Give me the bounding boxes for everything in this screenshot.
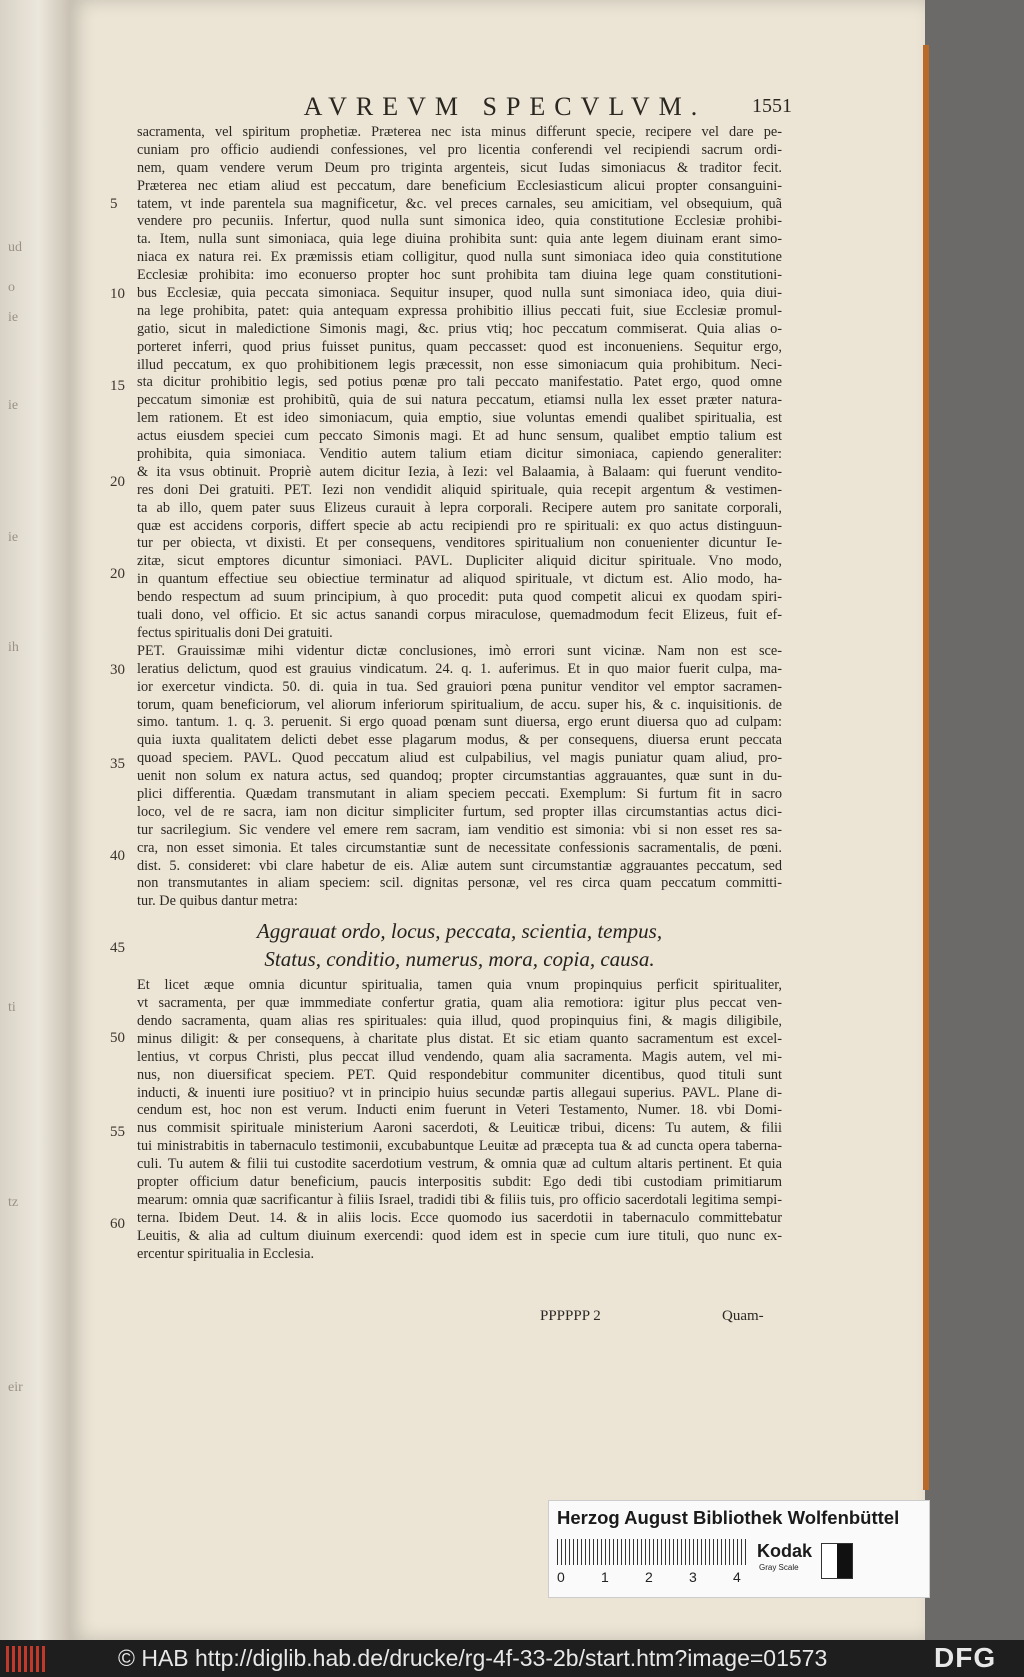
text-line: lem rationem. Et est ideo simoniacum, quia emptio, siue voluntas emendi qualibet spiritualia, est bbox=[137, 410, 782, 427]
fragment-text: ti bbox=[8, 1000, 16, 1015]
text-block-a bbox=[137, 124, 782, 911]
fragment-text: o bbox=[8, 280, 15, 295]
main-text bbox=[137, 124, 782, 1263]
text-line: torum, quam beneficiorum, vel aliorum inferiorum spiritualium, de accu. super his, & c. inquisitionis. de bbox=[137, 696, 782, 713]
line-number: 5 bbox=[110, 196, 118, 212]
text-line: ta. Item, nulla sunt simoniaca, quia lege diuina prohibita sunt: quia ante legem diuinam erant simo- bbox=[137, 231, 782, 248]
text-line: Et licet æque omnia dicuntur spiritualia, tamen quia vnum propinquius perficit spiritualiter, bbox=[137, 977, 782, 994]
text-line: uenit non solum ex natura actus, sed quandoq; propter circumstantias aggrauantes, quæ sunt in du- bbox=[137, 768, 782, 785]
facing-page-edge bbox=[0, 0, 70, 1640]
text-line: porteret inferri, quod prius fuisset punitus, quam peccasset: quod est inconueniens. Sequitur ergo, bbox=[137, 338, 782, 355]
text-line: & ita vsus obtinuit. Propriè autem dicitur Iezia, à Iezi: vel Balaamia, à Balaam: qui fuerunt vendito- bbox=[137, 463, 782, 480]
text-line: prohibita, quia simoniaca. Venditio autem talium etiam dicitur simoniaca, capiendo generaliter: bbox=[137, 446, 782, 463]
line-number: 60 bbox=[110, 1216, 125, 1232]
ruler-scale bbox=[557, 1539, 749, 1565]
text-line: in quantum effectiue seu obiectiue terminatur ad aliquod spirituale, vt dictum est. Alio modo, ha- bbox=[137, 571, 782, 588]
fragment-text: eir bbox=[8, 1380, 23, 1395]
text-line: quoad speciem. PAVL. Quod peccatum aliud est culpabilius, vel magis puniatur quam aliud, pro- bbox=[137, 750, 782, 767]
text-line: tui ministrabitis in tabernaculo testimonii, excubabuntque Leuitæ ad præcepta tua & ad cuncta opera taberna- bbox=[137, 1138, 782, 1155]
text-line: dist. 5. consideret: vbi clare habetur de eis. Aliæ autem sunt circumstantiæ aggrauantes peccatum, sed bbox=[137, 857, 782, 874]
text-line: terna. Ibidem Deut. 14. & in aliis locis. Ecce quomodo ius sacerdotii in tabernaculo committebatur bbox=[137, 1209, 782, 1226]
line-number: 15 bbox=[110, 378, 125, 394]
text-line: minus diligit: & per consequens, à charitate plus distat. Et sic etiam quanto sacramentum est excel- bbox=[137, 1030, 782, 1047]
text-line: ta ab illo, quem pater suus Elizeus curauit à lepra corporali. Recipere autem pro sanitate corporali, bbox=[137, 499, 782, 516]
library-name: Herzog August Bibliothek Wolfenbüttel bbox=[557, 1507, 900, 1528]
text-line: sta dicitur prohibitio legis, sed potius pœnæ pro tali peccato manifestatio. Patet ergo, quod omne bbox=[137, 374, 782, 391]
text-line: simo. tantum. 1. q. 3. peruenit. Si ergo quoad pœnam sunt diuersa, ergo erunt diuersa quo ad culpam: bbox=[137, 714, 782, 731]
text-line: sacramenta, vel spiritum prophetiæ. Præterea nec ista minus differunt specie, recipere vel dare pe- bbox=[137, 124, 782, 140]
dfg-logo: DFG bbox=[934, 1642, 997, 1673]
text-line: dendo sacramenta, quam alias res spirituales: quia illud, quod propinquius fini, & magis diligibile, bbox=[137, 1012, 782, 1029]
ruler-number: 2 bbox=[645, 1569, 653, 1585]
text-line: tur sacrilegium. Sic vendere vel emere rem sacram, iam venditio est simonia: vbi si non esset res sa- bbox=[137, 821, 782, 838]
text-block-b bbox=[137, 977, 782, 1263]
line-number: 40 bbox=[110, 848, 125, 864]
gray-scale-text: Gray Scale bbox=[759, 1563, 799, 1572]
text-line: culi. Tu autem & filii tui custodite sacerdotium vestrum, & omnia quæ ad cultum altaris pertinent. Et quia bbox=[137, 1156, 782, 1173]
text-line: res doni Dei gratuiti. PET. Iezi non vendidit aliquid spirituale, quia recepit argentum & vestimen- bbox=[137, 481, 782, 498]
text-line: niaca ex natura rei. Ex præmissis etiam colligitur, quod nulla sunt simoniaca ideo quia constitutione bbox=[137, 249, 782, 266]
verse-line: Status, conditio, numerus, mora, copia, causa. bbox=[264, 947, 655, 972]
text-line: Leuitis, & alia ad cultum diuinum exercendi: quod idem est in specie cum iure tituli, quo nunc ex- bbox=[137, 1227, 782, 1244]
page-edge bbox=[923, 45, 929, 1490]
text-line: actus eiusdem speciei cum peccato Simonis magi. Et ad hunc sensum, qualibet emptio talium est bbox=[137, 428, 782, 445]
ruler-number: 1 bbox=[601, 1569, 609, 1585]
verse-block bbox=[137, 917, 782, 973]
text-line: vendere pro pecuniis. Infertur, quod nulla sunt simonica ideo, quia constitutione Ecclesiæ prohibi- bbox=[137, 213, 782, 230]
page-number: 1551 bbox=[752, 95, 792, 117]
text-line: leratius delictum, quod est grauius vindicatum. 24. q. 1. auferimus. Et in quo maior fuerit culpa, ma- bbox=[137, 660, 782, 677]
text-line: illud peccatum, ex quo prohibitionem legis præcessit, non esse simoniacum quia prohibitum. Neci- bbox=[137, 356, 782, 373]
text-line: zitæ, sicut emptores dicuntur simoniaci. PAVL. Dupliciter aliquid dicitur spirituale. Vno modo, bbox=[137, 553, 782, 570]
text-line: Præterea nec etiam aliud est peccatum, dare beneficium Ecclesiasticum alicui propter consanguini- bbox=[137, 177, 782, 194]
fragment-text: ih bbox=[8, 640, 19, 655]
text-line: gatio, sicut in maledictione Simonis magi, &c. prius vtiq; hoc peccatum commiserat. Quia alias o- bbox=[137, 320, 782, 337]
text-line: ercentur spiritualia in Ecclesia. bbox=[137, 1245, 315, 1262]
text-line: cuniam pro officio audiendi confessiones, vel pro licentia conferendi vel recipiendi sacrum ordi- bbox=[137, 141, 782, 158]
text-line: tur. De quibus dantur metra: bbox=[137, 893, 298, 910]
text-line: PET. Grauissimæ mihi videntur dictæ conclusiones, imò errori sunt vicinæ. Nam non est sce- bbox=[137, 642, 782, 659]
text-line: inducti, & inuenti iure positiuo? vt in principio huius secundæ partis allegaui superius. PAVL. Plane di- bbox=[137, 1084, 782, 1101]
gray-scale-patch bbox=[821, 1543, 853, 1579]
text-line: cra, non esset simonia. Et tales circumstantiæ sunt de necessitate confessionis sacramentalis, de pœni. bbox=[137, 839, 782, 856]
text-line: bus Ecclesiæ, quia peccata simoniaca. Sequitur insuper, quod nulla sunt simoniaca ideo, quia diui- bbox=[137, 285, 782, 302]
fragment-text: ie bbox=[8, 398, 19, 413]
text-line: vt sacramenta, per quæ immmediate confertur gratia, quam alia remotiora: igitur plus peccat ven- bbox=[137, 995, 782, 1012]
fragment-text: ie bbox=[8, 310, 19, 325]
footer-bar bbox=[0, 1640, 1024, 1677]
catchword: Quam- bbox=[722, 1308, 764, 1324]
text-line: Ecclesiæ prohibita: imo econuerso propter hoc sunt prohibita tam diuina lege quam constitutioni- bbox=[137, 267, 782, 284]
text-line: na lege prohibita, patet: quia antequam expressa prohibitio illius peccati fuit, siue Ecclesiæ promul- bbox=[137, 302, 782, 319]
text-line: lentius, vt corpus Christi, plus peccat illud vendendo, quam alia sacramenta. Magis autem, vel mi- bbox=[137, 1048, 782, 1065]
signature-mark: PPPPPP 2 bbox=[540, 1308, 601, 1324]
text-line: propter officium datur beneficium, paucis interpositis subdit: Ego dedi tibi custodiam primitiarum bbox=[137, 1173, 782, 1190]
text-line: non transmutantes in aliam speciem: scil. dignitas personæ, vel res circa quam peccatum committi- bbox=[137, 875, 782, 892]
text-line: tatem, vt inde parentela sua magnificetur, &c. vel preces carnales, seu amicitiam, vel obsequium, quã bbox=[137, 195, 782, 212]
line-number: 10 bbox=[110, 286, 125, 302]
line-number: 55 bbox=[110, 1124, 125, 1140]
kodak-brand: Kodak bbox=[757, 1541, 813, 1561]
ruler-number: 3 bbox=[689, 1569, 697, 1585]
text-line: tuali dono, vel officio. Et sic actus sanandi corpus miraculose, quemadmodum fecit Elizeus, fuit ef- bbox=[137, 607, 782, 624]
copyright-url[interactable]: © HAB http://diglib.hab.de/drucke/rg-4f-33-2b/start.htm?image=01573 bbox=[118, 1645, 828, 1671]
text-line: ior exercetur vindicta. 50. di. quia in tua. Sed grauiori pœna punitur venditor vel emptor sacramen- bbox=[137, 678, 782, 695]
ruler-number: 4 bbox=[733, 1569, 741, 1585]
text-line: quia iuxta qualitatem delicti debet esse plagarum modus, & per consequens, diuersa erunt peccata bbox=[137, 732, 782, 749]
running-title: AVREVM SPECVLVM. bbox=[303, 92, 707, 121]
line-number: 45 bbox=[110, 940, 125, 956]
ruler-number: 0 bbox=[557, 1569, 565, 1585]
line-number: 20 bbox=[110, 566, 125, 582]
text-line: fectus spiritualis doni Dei gratuiti. bbox=[137, 624, 333, 641]
text-line: nus commisit spirituale ministerium Aaroni sacerdoti, & Leuiticæ tribui, dicens: Tu autem, & filii bbox=[137, 1120, 782, 1137]
line-number: 35 bbox=[110, 756, 125, 772]
line-number: 20 bbox=[110, 474, 125, 490]
text-line: plici differentia. Quædam transmutant in aliam speciem peccati. Exemplum: Si furtum fit in sacro bbox=[137, 785, 782, 802]
fragment-text: ud bbox=[8, 240, 22, 255]
text-line: tur per obiecta, vt dixisti. Et per consequens, venditores spiritualium non conuenienter dicuntur Ie- bbox=[137, 535, 782, 552]
text-line: bendo respectum ad suum principium, à quo procedit: puta quod competit alicui ex quodam spiri- bbox=[137, 589, 782, 606]
text-line: quæ est accidens corporis, differt specie ab actu recipiendi pro re spirituali: ex quo actus distinguun- bbox=[137, 517, 782, 534]
line-number: 30 bbox=[110, 662, 125, 678]
line-number: 50 bbox=[110, 1030, 125, 1046]
text-line: loco, vel de re sacra, iam non dicitur simpliciter furtum, sed propter illas circumstantias actus dici- bbox=[137, 803, 782, 820]
library-scale-label bbox=[548, 1500, 930, 1598]
verse-line: Aggrauat ordo, locus, peccata, scientia, tempus, bbox=[256, 919, 663, 944]
fragment-text: tz bbox=[8, 1195, 19, 1210]
hab-logo-icon bbox=[6, 1646, 46, 1672]
text-line: mearum: omnia quæ sacrificantur à filiis Israel, tradidi tibi & filiis tuis, pro officio sacerdotali legitima sempi- bbox=[137, 1191, 782, 1208]
text-line: cendum est, hoc non est verum. Inducti enim fuerunt in Veteri Testamento, Numer. 18. vbi Domi- bbox=[137, 1102, 782, 1119]
text-line: nem, quam vendere verum Deum pro triginta argenteis, sicut Iudas simoniacus & traditor fecit. bbox=[137, 159, 782, 176]
text-line: nus, non diuersificat speciem. PET. Quid respondebitur communiter dicentibus, quod tituli sunt bbox=[137, 1066, 782, 1083]
text-line: peccatum simoniæ est prohibitũ, quia de sui natura peccatum, etiamsi nulla lex esset præter natura- bbox=[137, 392, 782, 409]
fragment-text: ie bbox=[8, 530, 19, 545]
